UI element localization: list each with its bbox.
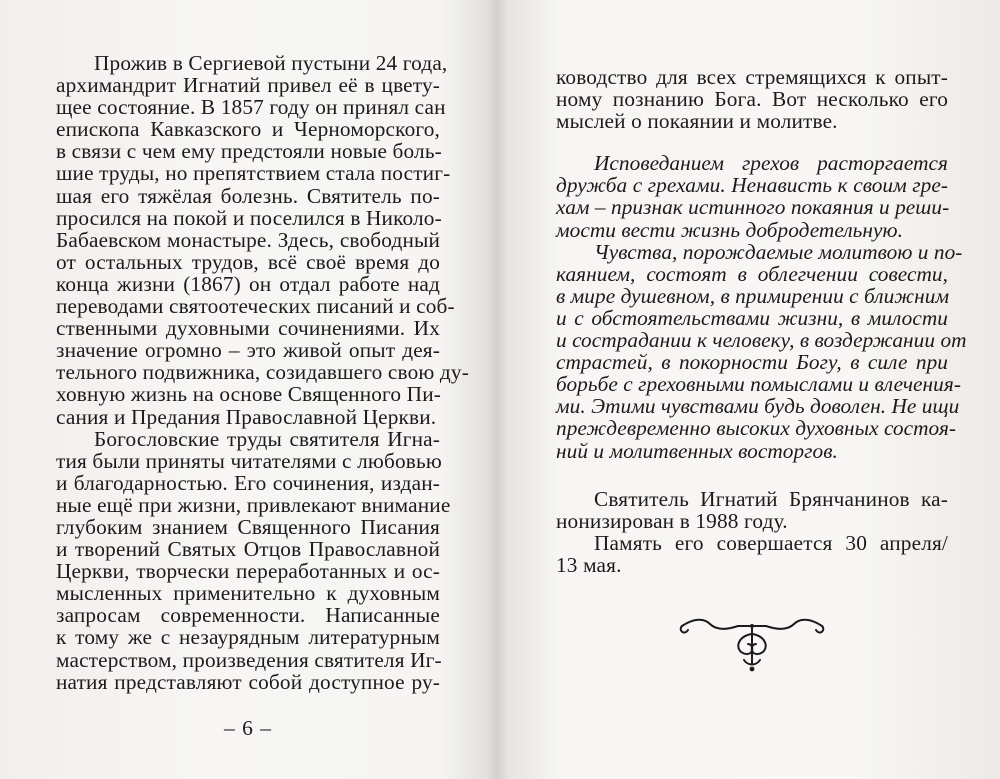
text-line: тия были приняты читателями с любовью — [56, 448, 442, 473]
text-line: шие труды, но препятствием стала постиг- — [56, 161, 451, 186]
page-number: – 6 – — [224, 716, 272, 740]
text-line: переводами святоотеческих писаний и соб- — [56, 294, 455, 319]
paragraph-gap — [556, 462, 948, 488]
quote-line: каянием, состоят в облегчении совести, — [556, 261, 948, 286]
text-line: Бабаевском монастыре. Здесь, свободный — [56, 227, 440, 252]
text-line: и творений Святых Отцов Православной — [56, 537, 440, 562]
right-text-column — [556, 65, 967, 577]
quote-line: ми. Этими чувствами будь доволен. Не ищи — [556, 394, 960, 419]
quote-line: мости вести жизнь добродетельную. — [556, 217, 903, 242]
quote-line: борьбе с греховными помыслами и влечения- — [556, 372, 961, 397]
text-line: и благодарностью. Его сочинения, издан- — [56, 470, 440, 495]
text-line: шая его тяжёлая болезнь. Святитель по- — [56, 183, 440, 208]
text-line: значение огромно – это живой опыт дея- — [56, 338, 440, 363]
quote-line: Чувства, порождаемые молитвою и по- — [594, 239, 963, 264]
quote-line: и с обстоятельствами жизни, в милости — [556, 305, 948, 330]
text-line: мысленных применительно к духовным — [56, 581, 440, 606]
text-line: епископа Кавказского и Черноморского, — [56, 117, 440, 142]
text-line: глубоким знанием Священного Писания — [56, 514, 440, 539]
text-line: запросам современности. Написанные — [56, 603, 440, 628]
quote-line: хам – признак истинного покаяния и реши- — [556, 195, 950, 220]
paragraph-gap — [556, 132, 948, 152]
text-line: мастерством, произведения святителя Иг- — [56, 647, 442, 672]
text-line: мыслей о покаянии и молитве. — [556, 109, 838, 134]
text-line: от остальных трудов, всё своё время до — [56, 249, 440, 274]
text-line: Память его совершается 30 апреля/ — [594, 530, 948, 555]
text-line: сания и Предания Православной Церкви. — [56, 404, 437, 429]
text-line: Прожив в Сергиевой пустыни 24 года, — [94, 51, 448, 75]
right-page — [504, 0, 1000, 779]
text-line: ховную жизнь на основе Священного Пи- — [56, 382, 442, 407]
quote-line: страстей, в покорности Богу, в силе при — [556, 350, 948, 375]
quote-line: преждевременно высоких духовных состоя- — [556, 416, 957, 441]
text-line: щее состояние. В 1857 году он принял сан — [56, 95, 446, 120]
left-text-column — [56, 51, 469, 694]
quote-line: в мире душевном, в примирении с ближним — [556, 283, 950, 308]
text-line: натия представляют собой доступное ру- — [56, 669, 440, 694]
text-line: к тому же с незаурядным литературным — [56, 625, 440, 650]
text-line: ственными духовными сочинениями. Их — [56, 316, 440, 341]
quote-line: дружба с грехами. Ненависть к своим гре- — [556, 173, 948, 198]
quote-line: ний и молитвенных восторгов. — [556, 438, 838, 463]
text-line: нонизирован в 1988 году. — [556, 508, 788, 533]
flourish-divider-icon — [674, 612, 830, 676]
text-line: в связи с чем ему предстояли новые боль- — [56, 139, 442, 164]
left-page — [0, 0, 496, 779]
text-line: ному познанию Бога. Вот несколько его — [556, 87, 948, 112]
text-line: Богословские труды святителя Игна- — [94, 426, 440, 451]
text-line: ные ещё при жизни, привлекают внимание — [56, 492, 451, 517]
text-line: Святитель Игнатий Брянчанинов ка- — [594, 486, 948, 511]
text-line: ководство для всех стремящихся к опыт- — [556, 65, 948, 89]
quote-line: и сострадании к человеку, в воздержании от — [556, 328, 967, 353]
text-line: конца жизни (1867) он отдал работе над — [56, 271, 440, 296]
quote-line: Исповеданием грехов расторгается — [594, 151, 948, 176]
text-line: тельного подвижника, созидавшего свою ду- — [56, 360, 469, 385]
text-line: 13 мая. — [556, 552, 622, 577]
text-line: Церкви, творчески переработанных и ос- — [56, 559, 440, 584]
text-line: просился на покой и поселился в Николо- — [56, 205, 442, 230]
text-line: архимандрит Игнатий привел её в цвету- — [56, 73, 440, 98]
